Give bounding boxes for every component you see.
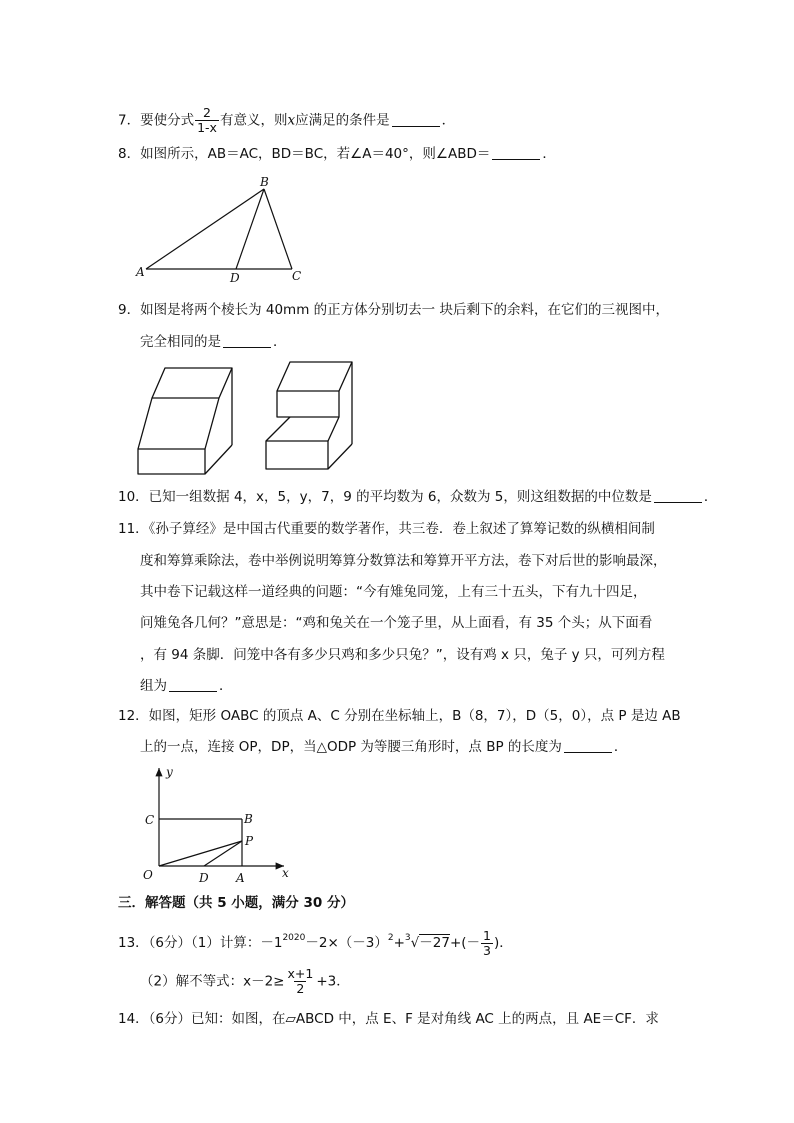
- q11-line-1: 11．《孙子算经》是中国古代重要的数学著作，共三卷．卷上叙述了算筹记数的纵横相间制: [118, 521, 655, 537]
- q11-line-4: 问雉兔各几何？”意思是：“鸡和兔关在一个笼子里，从上面看，有 35 个头；从下面看: [140, 615, 653, 631]
- q11-end: ．: [219, 678, 233, 694]
- q12-label-p: P: [245, 834, 254, 848]
- q12-label-b: B: [244, 812, 253, 826]
- q12-label-d: D: [199, 871, 209, 885]
- q8-end: ．: [542, 146, 556, 162]
- q8-label-c: C: [292, 269, 302, 283]
- q12-label-c: C: [145, 813, 155, 827]
- q11-line-5: ，有 94 条脚．问笼中各有多少只鸡和多少只兔？”，设有鸡 x 只，兔子 y 只，可列方程: [140, 647, 665, 663]
- q13-exp2: 2: [387, 933, 394, 943]
- q13-frac2-den: 2: [296, 981, 305, 996]
- q12-label-y: y: [166, 765, 173, 779]
- q13-part2: [140, 967, 350, 996]
- q13-cube-index: 3: [404, 933, 411, 943]
- q13-frac2-num: x+1: [287, 966, 314, 981]
- q12-segment-dp: [204, 841, 242, 866]
- q7-mid: 有意义，则: [219, 112, 288, 129]
- q13-radical: √－27: [410, 935, 450, 951]
- q12-segment-op: [159, 841, 242, 866]
- q12-line1: 12．如图，矩形 OABC 的顶点 A、C 分别在坐标轴上，B（8，7），D（5，0），点 P 是边 AB: [118, 708, 681, 724]
- q13-frac-den: 3: [483, 942, 491, 958]
- q10-text: 10．已知一组数据 4，x，5，y，7，9 的平均数为 6，众数为 5，则这组数据的中位数是: [118, 489, 652, 505]
- q7-var: x: [287, 112, 296, 129]
- q7-end: ．: [441, 112, 456, 129]
- q7-post: 应满足的条件是: [295, 112, 390, 129]
- q12-end: ．: [613, 739, 628, 755]
- q7-pre: 7．要使分式: [118, 112, 195, 129]
- q13-exp: 2020: [282, 933, 306, 943]
- q13-plus: +: [393, 935, 405, 951]
- q9-end: ．: [273, 334, 287, 350]
- q13-fraction: [481, 929, 493, 958]
- q12-label-a: A: [236, 871, 245, 885]
- q11-line-2: 度和筹算乘除法，卷中举例说明筹算分数算法和筹算开平方法，卷下对后世的影响最深，: [140, 553, 667, 569]
- q7-frac-num: 2: [203, 105, 211, 120]
- q13-paren-l: +(－: [449, 935, 481, 951]
- q13-paren-r: )．: [493, 935, 513, 951]
- q12-label-x: x: [282, 866, 289, 880]
- q13-part2-post: +3．: [316, 973, 350, 990]
- q13-part2-pre: （2）解不等式：x－2≥: [140, 973, 285, 990]
- q14-line: 14．（6分）已知：如图，在▱ABCD 中，点 E、F 是对角线 AC 上的两点，且 AE＝CF．求: [118, 1011, 659, 1027]
- q8-label-d: D: [230, 271, 240, 285]
- q13-part1: [118, 928, 513, 958]
- q13-radicand: －27: [419, 935, 450, 951]
- q9-line1: 9．如图是将两个棱长为 40mm 的正方体分别切去一 块后剩下的余料，在它们的三视图中，: [118, 302, 669, 318]
- q13-fraction-2: [285, 967, 315, 996]
- q13-part1-mid: －2×（－3）: [305, 935, 388, 951]
- q8-text: 8．如图所示，AB＝AC，BD＝BC，若∠A＝40°，则∠ABD＝: [118, 146, 491, 162]
- q9-text: 完全相同的是: [140, 334, 221, 350]
- q10-end: ．: [703, 489, 718, 505]
- q8-label-a: A: [136, 265, 145, 279]
- q13-frac-num: 1: [483, 927, 491, 943]
- q7-frac-den: 1-x: [197, 120, 217, 135]
- q12-text: 上的一点，连接 OP，DP，当△ODP 为等腰三角形时，点 BP 的长度为: [140, 739, 562, 755]
- q12-label-o: O: [143, 868, 153, 882]
- q13-part1-pre: 13．（6分）（1）计算：－1: [118, 935, 283, 951]
- q11-last: 组为: [140, 678, 167, 694]
- section-3-title: 三．解答题（共 5 小题，满分 30 分）: [118, 895, 354, 911]
- q8-label-b: B: [260, 175, 269, 189]
- q11-line-3: 其中卷下记载这样一道经典的问题：“今有雉兔同笼，上有三十五头，下有九十四足，: [140, 584, 647, 600]
